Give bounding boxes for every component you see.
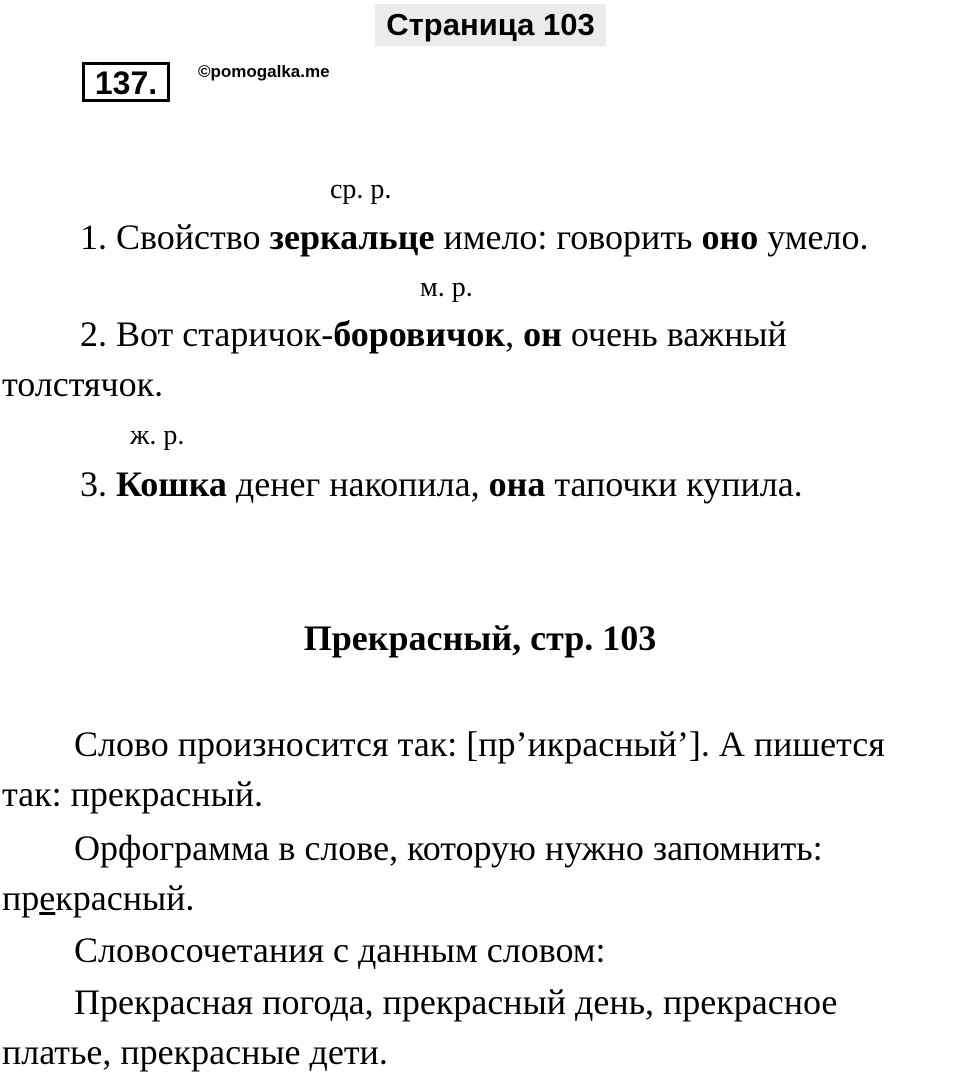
watermark-text: ©pomogalka.me bbox=[198, 62, 330, 81]
phrases-line-2: платье, прекрасные дети. bbox=[2, 1032, 388, 1072]
sentence-text: 3. bbox=[80, 464, 116, 504]
highlighted-pronoun: он bbox=[523, 314, 562, 354]
task-number: 137. bbox=[82, 62, 170, 102]
underlined-letter: е bbox=[39, 878, 56, 918]
gender-note-masculine: м. р. bbox=[420, 272, 473, 303]
sentence-2-continuation bbox=[2, 362, 163, 406]
phrases-line-1: Прекрасная погода, прекрасный день, прекрасное bbox=[74, 982, 838, 1022]
gender-note-neuter: ср. р. bbox=[330, 174, 392, 205]
highlighted-noun: Кошка bbox=[116, 464, 227, 504]
spelling-line-1: Орфограмма в слове, которую нужно запомнить: bbox=[74, 828, 823, 868]
sentence-text: умело. bbox=[758, 217, 869, 257]
highlighted-pronoun: оно bbox=[701, 217, 759, 257]
phrases-heading: Словосочетания с данным словом: bbox=[74, 930, 606, 970]
sentence-2 bbox=[80, 312, 787, 356]
pronunciation-line-1: Слово произносится так: [пр’икрасный’]. А пишется bbox=[74, 724, 885, 764]
sentence-text: , bbox=[505, 314, 524, 354]
sentence-text: имело: говорить bbox=[434, 217, 702, 257]
sentence-text: тапочки купила. bbox=[545, 464, 803, 504]
word-part: пр bbox=[2, 878, 40, 918]
section-heading: Прекрасный, стр. 103 bbox=[303, 618, 657, 658]
highlighted-noun: зеркальце bbox=[269, 217, 435, 257]
page-title: Страница 103 bbox=[375, 4, 606, 46]
spelling-line-2 bbox=[2, 876, 194, 920]
word-part: красный. bbox=[55, 878, 195, 918]
sentence-text: 2. Вот старичок- bbox=[80, 314, 334, 354]
gender-note-feminine: ж. р. bbox=[130, 420, 185, 451]
sentence-text: очень важный bbox=[561, 314, 787, 354]
sentence-text: 1. Свойство bbox=[80, 217, 270, 257]
highlighted-noun: боровичок bbox=[333, 314, 506, 354]
sentence-1 bbox=[80, 215, 868, 259]
sentence-3 bbox=[80, 462, 803, 506]
pronunciation-line-2: так: прекрасный. bbox=[2, 774, 264, 814]
sentence-text: толстячок. bbox=[2, 364, 164, 404]
highlighted-pronoun: она bbox=[488, 464, 546, 504]
sentence-text: денег накопила, bbox=[226, 464, 489, 504]
